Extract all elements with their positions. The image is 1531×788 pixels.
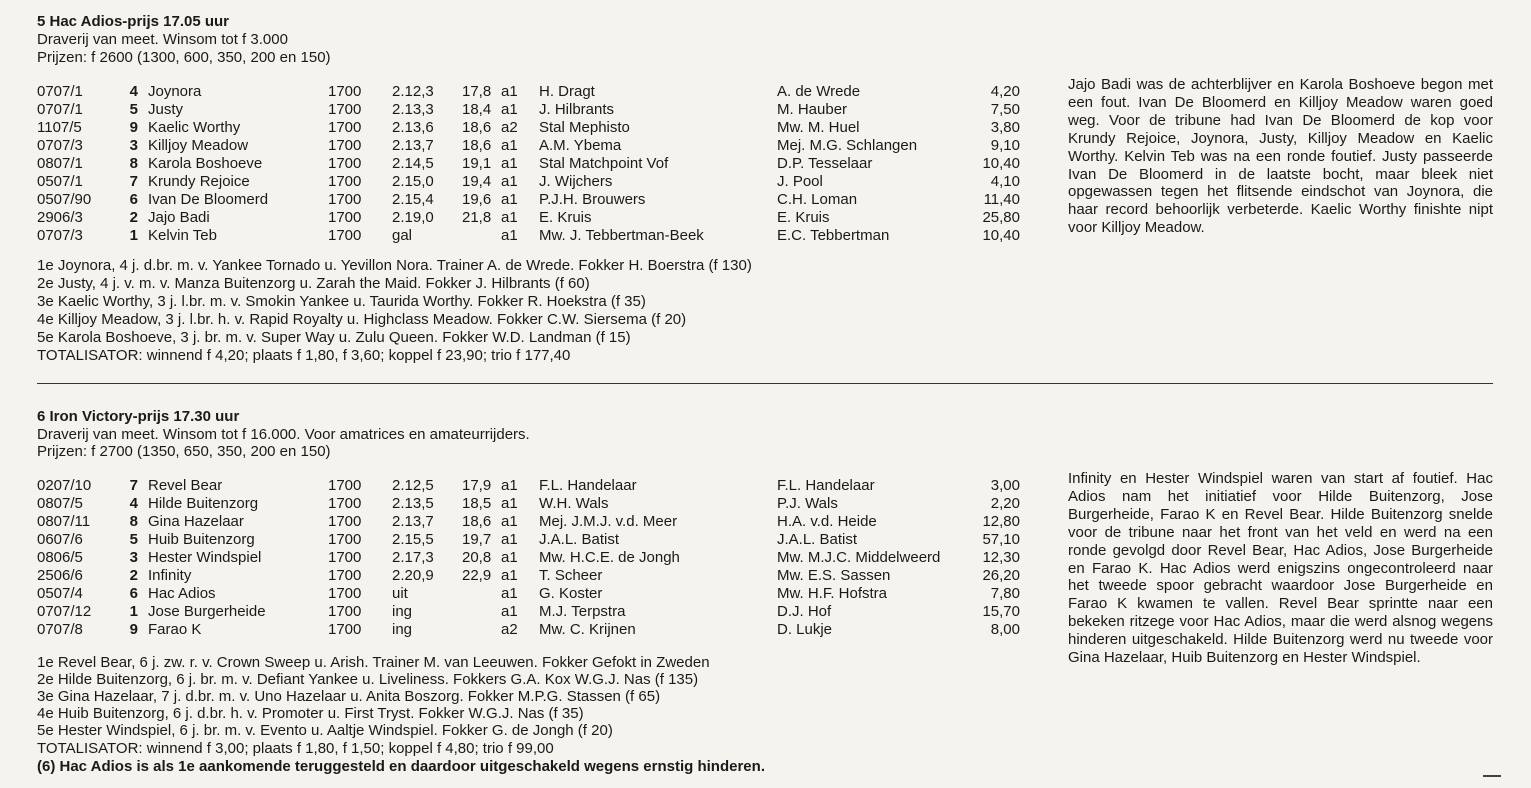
distance: 1700 [328, 137, 362, 154]
odds: 57,10 [982, 531, 1020, 548]
class: a1 [501, 567, 518, 584]
distance: 1700 [328, 531, 362, 548]
trainer: D.J. Hof [777, 603, 832, 620]
trainer: F.L. Handelaar [777, 477, 875, 494]
table-row [0, 101, 1040, 119]
km-time: 18,6 [462, 119, 492, 136]
race-6-conditions: Draverij van meet. Winsom tot f 16.000. Voor amatrices en amateurrijders. [37, 426, 530, 443]
start-code: 0707/1 [37, 83, 83, 100]
horse-number: 5 [129, 101, 138, 118]
km-time: 19,1 [462, 155, 492, 172]
race-time: ing [392, 621, 413, 638]
trainer: D. Lukje [777, 621, 833, 638]
km-time: 18,6 [462, 513, 492, 530]
race-time: 2.15,0 [392, 173, 434, 190]
trainer: Mej. M.G. Schlangen [777, 137, 918, 154]
race-time: uit [392, 585, 408, 602]
horse-number: 9 [129, 621, 138, 638]
horse-name: Hester Windspiel [148, 549, 262, 566]
race-time: gal [392, 227, 413, 244]
odds: 25,80 [982, 209, 1020, 226]
trainer: Mw. E.S. Sassen [777, 567, 891, 584]
driver: P.J.H. Brouwers [539, 191, 646, 208]
odds: 12,30 [982, 549, 1020, 566]
horse-name: Farao K [148, 621, 202, 638]
table-row [0, 191, 1040, 209]
distance: 1700 [328, 621, 362, 638]
driver: Mw. J. Tebbertman-Beek [539, 227, 704, 244]
race-time: 2.15,4 [392, 191, 434, 208]
class: a2 [501, 621, 518, 638]
placing-line: 2e Hilde Buitenzorg, 6 j. br. m. v. Defiant Yankee u. Liveliness. Fokkers G.A. Kox W.G.J. Nas (f 135) [37, 671, 699, 688]
class: a1 [501, 173, 518, 190]
driver: E. Kruis [539, 209, 592, 226]
table-row [0, 513, 1040, 531]
page-edge-mark [1483, 775, 1501, 777]
race-5-commentary: Jajo Badi was de achterblijver en Karola Boshoeve begon met een fout. Ivan De Bloomerd en Killjoy Meadow waren goed weg. Voor de tribune had Ivan De Bloomerd de kop voor Krundy Rejoice, Joynora, Justy, Killjoy Meadow en Kaelic Worthy. Kelvin Teb was na een ronde foutief. Justy passeerde Ivan De Bloomerd in de laatste bocht, maar bleek niet opgewassen tegen het flitsende eindschot van Joynora, die haar record behoorlijk verbeterde. Kaelic Worthy finishte nipt voor Killjoy Meadow. [1068, 76, 1493, 237]
trainer: M. Hauber [777, 101, 848, 118]
driver: Mw. C. Krijnen [539, 621, 636, 638]
table-row [0, 621, 1040, 639]
km-time: 18,4 [462, 101, 492, 118]
odds: 8,00 [990, 621, 1020, 638]
class: a1 [501, 191, 518, 208]
distance: 1700 [328, 567, 362, 584]
driver: W.H. Wals [539, 495, 609, 512]
race-time: 2.13,7 [392, 137, 434, 154]
horse-number: 7 [129, 173, 138, 190]
race-time: 2.19,0 [392, 209, 434, 226]
horse-number: 6 [129, 585, 138, 602]
driver: Stal Mephisto [539, 119, 630, 136]
km-time: 20,8 [462, 549, 492, 566]
horse-number: 8 [129, 155, 138, 172]
trainer: C.H. Loman [777, 191, 858, 208]
driver: J.A.L. Batist [539, 531, 620, 548]
odds: 10,40 [982, 155, 1020, 172]
start-code: 0507/4 [37, 585, 83, 602]
odds: 12,80 [982, 513, 1020, 530]
race-time: 2.12,5 [392, 477, 434, 494]
race-time: 2.20,9 [392, 567, 434, 584]
odds: 7,80 [990, 585, 1020, 602]
totalisator-line: TOTALISATOR: winnend f 4,20; plaats f 1,80, f 3,60; koppel f 23,90; trio f 177,40 [37, 347, 571, 364]
distance: 1700 [328, 101, 362, 118]
trainer: E.C. Tebbertman [777, 227, 890, 244]
horse-number: 4 [129, 495, 138, 512]
race-5-conditions: Draverij van meet. Winsom tot f 3.000 [37, 31, 288, 48]
horse-name: Joynora [148, 83, 202, 100]
odds: 2,20 [990, 495, 1020, 512]
race-time: 2.13,3 [392, 101, 434, 118]
horse-number: 5 [129, 531, 138, 548]
start-code: 0807/11 [37, 513, 91, 530]
driver: Mej. J.M.J. v.d. Meer [539, 513, 678, 530]
start-code: 0807/1 [37, 155, 83, 172]
horse-number: 3 [129, 549, 138, 566]
horse-number: 6 [129, 191, 138, 208]
race-5-title: 5 Hac Adios-prijs 17.05 uur [37, 13, 230, 30]
horse-name: Revel Bear [148, 477, 223, 494]
placing-line: 4e Killjoy Meadow, 3 j. l.br. h. v. Rapid Royalty u. Highclass Meadow. Fokker C.W. Siersema (f 20) [37, 311, 687, 328]
odds: 10,40 [982, 227, 1020, 244]
distance: 1700 [328, 513, 362, 530]
table-row [0, 495, 1040, 513]
class: a1 [501, 495, 518, 512]
class: a1 [501, 549, 518, 566]
distance: 1700 [328, 83, 362, 100]
km-time: 19,6 [462, 191, 492, 208]
horse-name: Jajo Badi [148, 209, 210, 226]
driver: T. Scheer [539, 567, 603, 584]
table-row [0, 227, 1040, 245]
class: a1 [501, 513, 518, 530]
class: a1 [501, 585, 518, 602]
class: a1 [501, 155, 518, 172]
driver: G. Koster [539, 585, 603, 602]
table-row [0, 209, 1040, 227]
table-row [0, 137, 1040, 155]
disqualification-note: (6) Hac Adios is als 1e aankomende teruggesteld en daardoor uitgeschakeld wegens ernstig hinderen. [37, 758, 765, 775]
horse-number: 1 [129, 603, 138, 620]
driver: J. Hilbrants [539, 101, 615, 118]
race-time: 2.13,5 [392, 495, 434, 512]
race-time: 2.17,3 [392, 549, 434, 566]
start-code: 0707/12 [37, 603, 92, 620]
horse-name: Ivan De Bloomerd [148, 191, 269, 208]
distance: 1700 [328, 227, 362, 244]
km-time: 18,6 [462, 137, 492, 154]
horse-name: Huib Buitenzorg [148, 531, 255, 548]
race-6-commentary: Infinity en Hester Windspiel waren van start af foutief. Hac Adios nam het initiatief voor Hilde Buitenzorg, Jose Burgerheide, Farao K en Revel Bear. Hilde Buitenzorg snelde voor de tribune naar het front van het veld en werd na een ronde gevolgd door Revel Bear, Hac Adios, Jose Burgerheide en Farao K. Hac Adios werd enigszins ongecontroleerd naar het tweede spoor gebracht waardoor Jose Burgerheide en Farao K kwamen te vallen. Revel Bear sprintte naar een bekeken ritzege voor Hac Adios, maar die werd alsnog wegens hinderen uitgeschakeld. Hilde Buitenzorg werd nu tweede voor Gina Hazelaar, Huib Buitenzorg en Hester Windspiel. [1068, 470, 1493, 667]
driver: J. Wijchers [539, 173, 613, 190]
start-code: 0507/90 [37, 191, 92, 208]
horse-name: Kaelic Worthy [148, 119, 241, 136]
driver: A.M. Ybema [539, 137, 622, 154]
table-row [0, 603, 1040, 621]
distance: 1700 [328, 477, 362, 494]
race-6-title: 6 Iron Victory-prijs 17.30 uur [37, 408, 240, 425]
trainer: J.A.L. Batist [777, 531, 858, 548]
trainer: E. Kruis [777, 209, 830, 226]
section-divider [37, 383, 1493, 384]
trainer: J. Pool [777, 173, 823, 190]
horse-number: 9 [129, 119, 138, 136]
class: a1 [501, 209, 518, 226]
odds: 3,00 [990, 477, 1020, 494]
start-code: 0806/5 [37, 549, 83, 566]
distance: 1700 [328, 585, 362, 602]
placing-line: 2e Justy, 4 j. v. m. v. Manza Buitenzorg u. Zarah the Maid. Fokker J. Hilbrants (f 60) [37, 275, 590, 292]
table-row [0, 567, 1040, 585]
km-time: 21,8 [462, 209, 492, 226]
table-row [0, 173, 1040, 191]
start-code: 0707/1 [37, 101, 83, 118]
distance: 1700 [328, 119, 362, 136]
table-row [0, 155, 1040, 173]
class: a1 [501, 101, 518, 118]
km-time: 19,7 [462, 531, 492, 548]
table-row [0, 477, 1040, 495]
distance: 1700 [328, 155, 362, 172]
horse-name: Jose Burgerheide [148, 603, 266, 620]
trainer: A. de Wrede [777, 83, 861, 100]
distance: 1700 [328, 549, 362, 566]
driver: Mw. H.C.E. de Jongh [539, 549, 680, 566]
horse-name: Hilde Buitenzorg [148, 495, 259, 512]
trainer: H.A. v.d. Heide [777, 513, 877, 530]
race-time: 2.13,6 [392, 119, 434, 136]
driver: M.J. Terpstra [539, 603, 626, 620]
trainer: D.P. Tesselaar [777, 155, 873, 172]
odds: 3,80 [990, 119, 1020, 136]
horse-number: 7 [129, 477, 138, 494]
odds: 11,40 [983, 191, 1020, 208]
horse-name: Krundy Rejoice [148, 173, 250, 190]
placing-line: 5e Karola Boshoeve, 3 j. br. m. v. Super Way u. Zulu Queen. Fokker W.D. Landman (f 15) [37, 329, 631, 346]
horse-name: Killjoy Meadow [148, 137, 249, 154]
horse-number: 1 [129, 227, 138, 244]
class: a1 [501, 531, 518, 548]
start-code: 2506/6 [37, 567, 83, 584]
trainer: P.J. Wals [777, 495, 838, 512]
driver: Stal Matchpoint Vof [539, 155, 669, 172]
horse-number: 8 [129, 513, 138, 530]
placing-line: 5e Hester Windspiel, 6 j. br. m. v. Evento u. Aaltje Windspiel. Fokker G. de Jongh (f 20) [37, 722, 613, 739]
table-row [0, 549, 1040, 567]
odds: 15,70 [982, 603, 1020, 620]
horse-name: Hac Adios [148, 585, 216, 602]
trainer: Mw. M. Huel [777, 119, 860, 136]
table-row [0, 531, 1040, 549]
horse-name: Gina Hazelaar [148, 513, 244, 530]
start-code: 0607/6 [37, 531, 83, 548]
odds: 9,10 [990, 137, 1020, 154]
distance: 1700 [328, 603, 362, 620]
horse-number: 3 [129, 137, 138, 154]
horse-number: 2 [129, 209, 138, 226]
km-time: 18,5 [462, 495, 492, 512]
table-row [0, 119, 1040, 137]
class: a1 [501, 137, 518, 154]
start-code: 0507/1 [37, 173, 83, 190]
class: a2 [501, 119, 518, 136]
distance: 1700 [328, 495, 362, 512]
start-code: 0707/3 [37, 137, 83, 154]
placing-line: 4e Huib Buitenzorg, 6 j. d.br. h. v. Promoter u. First Tryst. Fokker W.G.J. Nas (f 35) [37, 705, 584, 722]
horse-name: Justy [148, 101, 184, 118]
horse-number: 2 [129, 567, 138, 584]
distance: 1700 [328, 191, 362, 208]
horse-name: Kelvin Teb [148, 227, 217, 244]
class: a1 [501, 603, 518, 620]
class: a1 [501, 83, 518, 100]
table-row [0, 83, 1040, 101]
race-6-prizes: Prijzen: f 2700 (1350, 650, 350, 200 en 150) [37, 443, 331, 460]
placing-line: 1e Revel Bear, 6 j. zw. r. v. Crown Sweep u. Arish. Trainer M. van Leeuwen. Fokker Gefokt in Zweden [37, 654, 710, 671]
km-time: 17,8 [462, 83, 492, 100]
placing-line: 3e Gina Hazelaar, 7 j. d.br. m. v. Uno Hazelaar u. Anita Boszorg. Fokker M.P.G. Stassen (f 65) [37, 688, 661, 705]
km-time: 19,4 [462, 173, 492, 190]
race-time: ing [392, 603, 413, 620]
start-code: 0207/10 [37, 477, 92, 494]
driver: F.L. Handelaar [539, 477, 637, 494]
placing-line: 3e Kaelic Worthy, 3 j. l.br. m. v. Smokin Yankee u. Taurida Worthy. Fokker R. Hoekstra (f 35) [37, 293, 646, 310]
km-time: 22,9 [462, 567, 492, 584]
odds: 4,10 [990, 173, 1020, 190]
race-time: 2.14,5 [392, 155, 434, 172]
horse-number: 4 [129, 83, 138, 100]
start-code: 2906/3 [37, 209, 83, 226]
placing-line: 1e Joynora, 4 j. d.br. m. v. Yankee Tornado u. Yevillon Nora. Trainer A. de Wrede. Fokker H. Boerstra (f 130) [37, 257, 752, 274]
trainer: Mw. H.F. Hofstra [777, 585, 888, 602]
odds: 4,20 [990, 83, 1020, 100]
race-time: 2.15,5 [392, 531, 434, 548]
distance: 1700 [328, 209, 362, 226]
km-time: 17,9 [462, 477, 492, 494]
table-row [0, 585, 1040, 603]
horse-name: Karola Boshoeve [148, 155, 263, 172]
distance: 1700 [328, 173, 362, 190]
start-code: 1107/5 [37, 119, 82, 136]
race-time: 2.13,7 [392, 513, 434, 530]
start-code: 0807/5 [37, 495, 83, 512]
trainer: Mw. M.J.C. Middelweerd [777, 549, 941, 566]
driver: H. Dragt [539, 83, 595, 100]
race-time: 2.12,3 [392, 83, 434, 100]
race-5-prizes: Prijzen: f 2600 (1300, 600, 350, 200 en 150) [37, 49, 331, 66]
class: a1 [501, 477, 518, 494]
odds: 26,20 [982, 567, 1020, 584]
horse-name: Infinity [148, 567, 192, 584]
class: a1 [501, 227, 518, 244]
odds: 7,50 [990, 101, 1020, 118]
start-code: 0707/3 [37, 227, 83, 244]
totalisator-line: TOTALISATOR: winnend f 3,00; plaats f 1,80, f 1,50; koppel f 4,80; trio f 99,00 [37, 740, 554, 757]
start-code: 0707/8 [37, 621, 83, 638]
